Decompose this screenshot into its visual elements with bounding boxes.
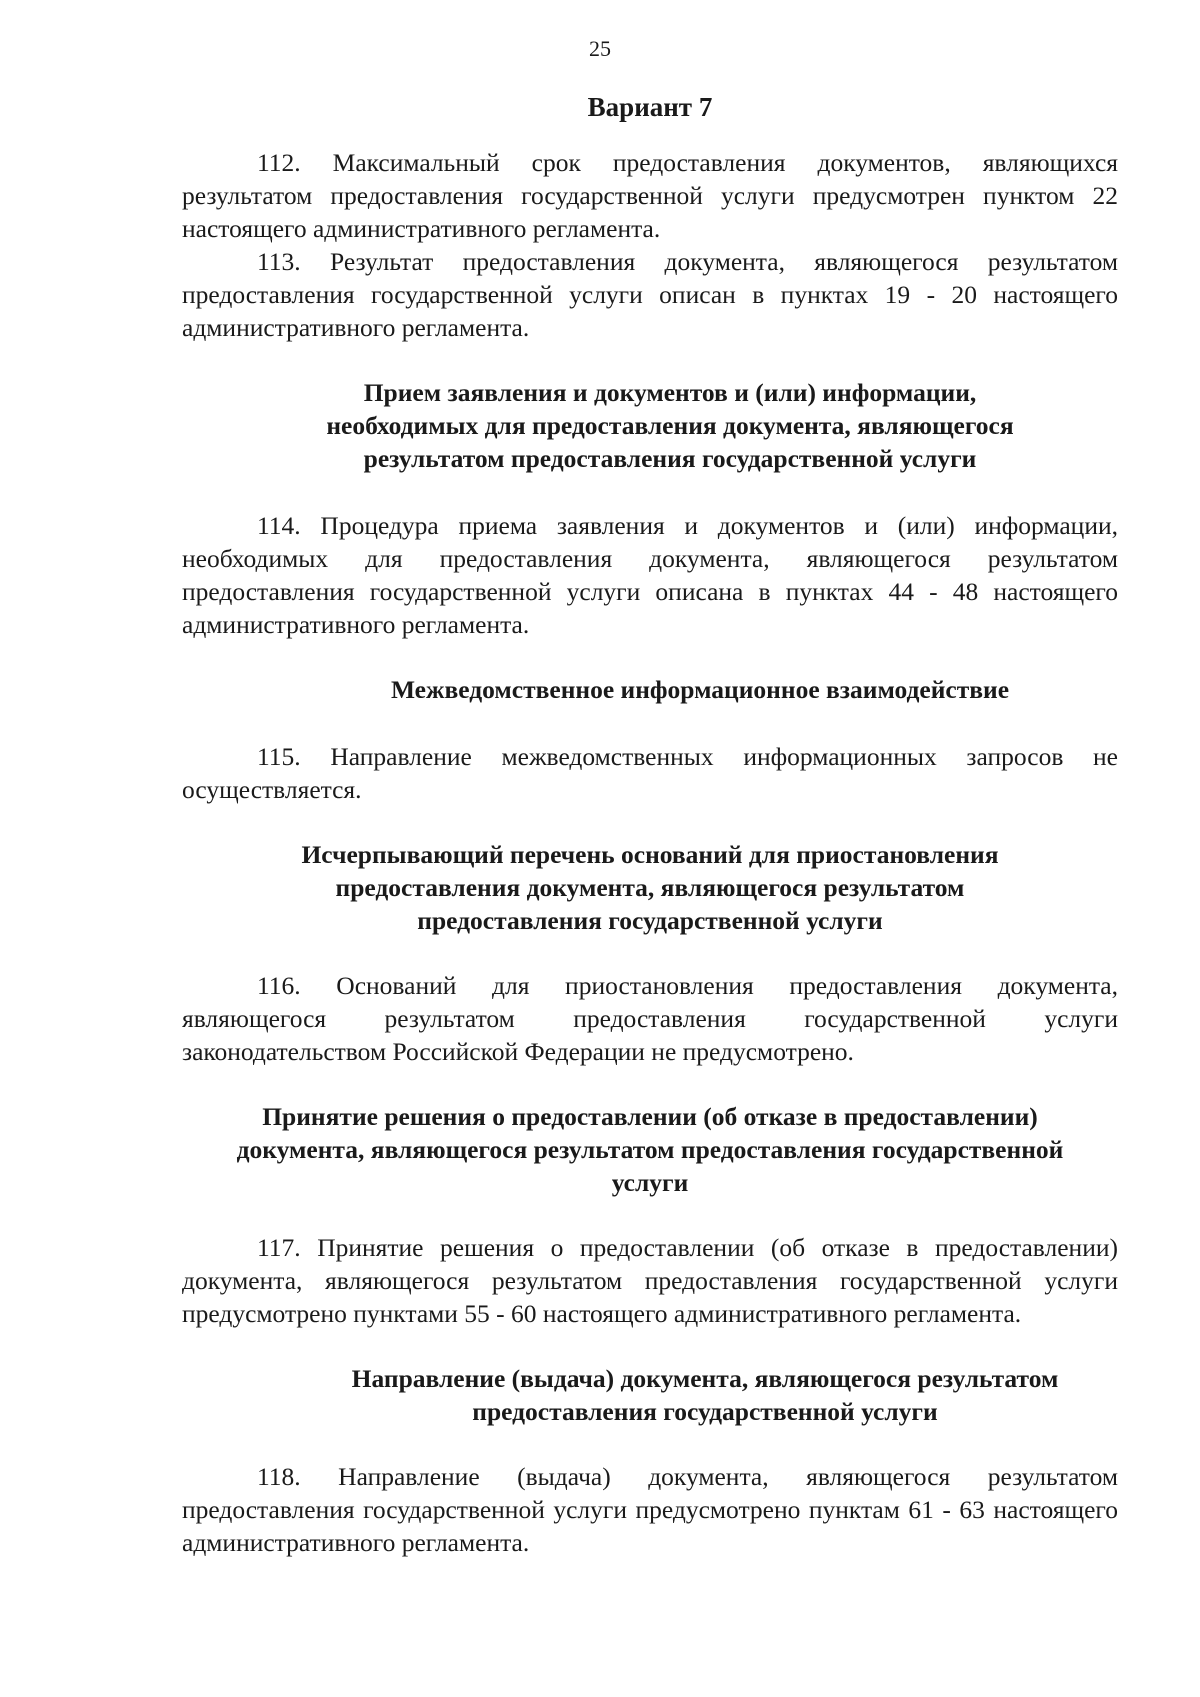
- paragraph-117: 117. Принятие решения о предоставлении (об отказе в предоставлении) документа, являющегося результатом предоставления государственной услуги предусмотрено пунктами 55 - 60 настоящего административного регламента.: [182, 1233, 1118, 1328]
- paragraph-115: 115. Направление межведомственных информационных запросов не осуществляется.: [182, 742, 1118, 804]
- paragraph-114: 114. Процедура приема заявления и документов и (или) информации, необходимых для предоставления документа, являющегося результатом предоставления государственной услуги описана в пунктах 44 - 48 настоящего административного регламента.: [182, 511, 1118, 639]
- paragraph-116: 116. Оснований для приостановления предоставления документа, являющегося результатом предоставления государственной услуги законодательством Российской Федерации не предусмотрено.: [182, 971, 1118, 1066]
- heading-line: предоставления государственной услуги: [472, 1397, 938, 1426]
- heading-line: услуги: [611, 1168, 689, 1197]
- heading-line: предоставления документа, являющегося результатом: [335, 873, 965, 902]
- heading-line: Прием заявления и документов и (или) информации,: [363, 378, 977, 407]
- paragraph-112: 112. Максимальный срок предоставления документов, являющихся результатом предоставления государственной услуги предусмотрен пунктом 22 настоящего административного регламента.: [182, 148, 1118, 243]
- heading-line: Направление (выдача) документа, являющегося результатом: [351, 1364, 1059, 1393]
- paragraph-113: 113. Результат предоставления документа, являющегося результатом предоставления государственной услуги описан в пунктах 19 - 20 настоящего административного регламента.: [182, 247, 1118, 342]
- section-heading-suspension: [182, 838, 1118, 937]
- section-heading-reception: [182, 376, 1118, 475]
- heading-line: результатом предоставления государственной услуги: [363, 444, 977, 473]
- section-heading-decision: [182, 1100, 1118, 1199]
- variant-title: Вариант 7: [587, 92, 713, 122]
- heading-line: документа, являющегося результатом предоставления государственной: [236, 1135, 1064, 1164]
- heading-line: необходимых для предоставления документа, являющегося: [326, 411, 1014, 440]
- heading-line: предоставления государственной услуги: [417, 906, 883, 935]
- heading-line: Принятие решения о предоставлении (об отказе в предоставлении): [262, 1102, 1038, 1131]
- document-body: [182, 146, 1118, 1559]
- section-heading-delivery: [182, 1362, 1118, 1428]
- heading-line: Межведомственное информационное взаимодействие: [390, 675, 1010, 704]
- heading-line: Исчерпывающий перечень оснований для приостановления: [301, 840, 999, 869]
- section-heading-interagency: [182, 673, 1118, 706]
- paragraph-118: 118. Направление (выдача) документа, являющегося результатом предоставления государственной услуги предусмотрено пунктам 61 - 63 настоящего административного регламента.: [182, 1462, 1118, 1557]
- page-number: 25: [589, 36, 611, 61]
